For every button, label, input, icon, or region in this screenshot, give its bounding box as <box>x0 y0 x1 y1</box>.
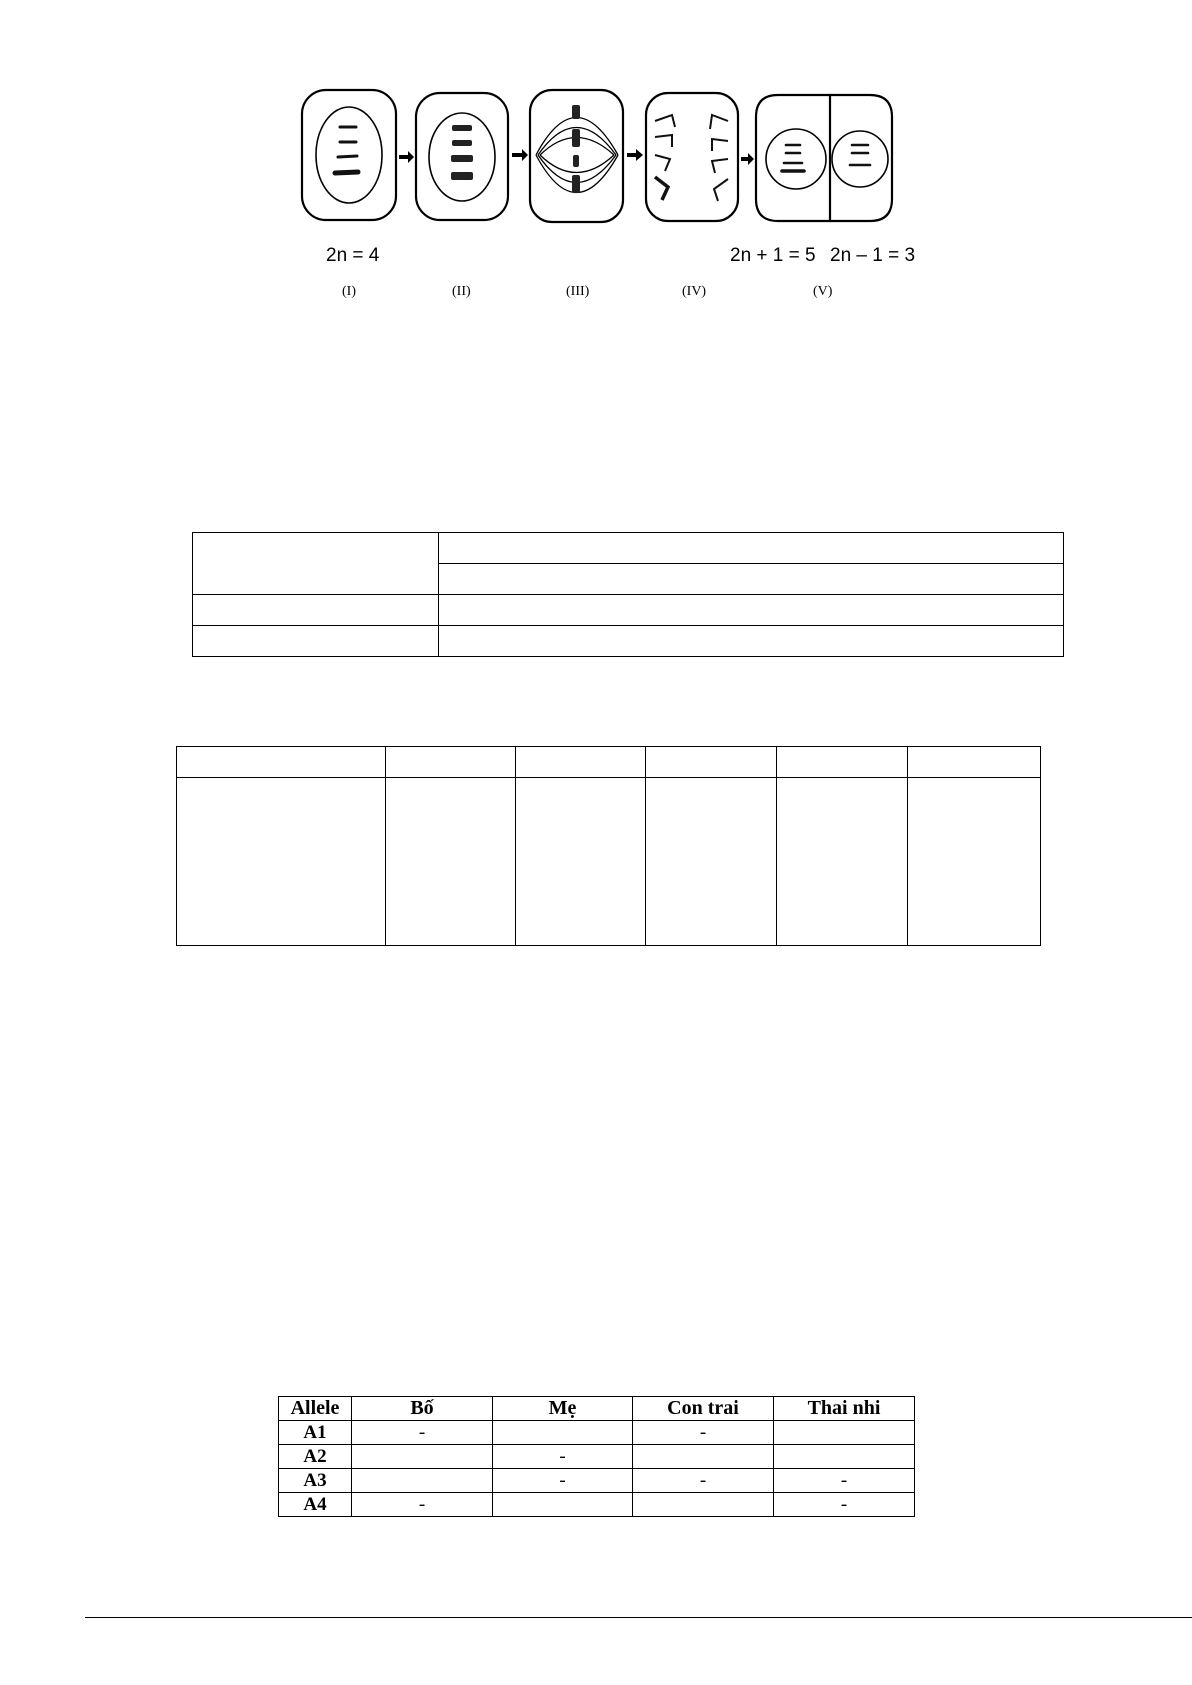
formula-stage-1: 2n = 4 <box>326 245 380 266</box>
table-column-divider <box>385 747 386 945</box>
table-row <box>279 1445 915 1469</box>
formula-stage-5-right: 2n – 1 = 3 <box>830 245 916 266</box>
table-column-divider <box>515 747 516 945</box>
empty-table-2 <box>176 746 1041 946</box>
footer-rule <box>85 1617 1192 1618</box>
table-cell: - <box>352 1493 493 1517</box>
table-cell: - <box>774 1493 915 1517</box>
row-label: A1 <box>279 1421 352 1445</box>
allele-table <box>278 1396 915 1517</box>
cell-stage-5-left <box>756 95 830 221</box>
table-cell: - <box>352 1421 493 1445</box>
header-mother: Mẹ <box>493 1397 633 1421</box>
table-cell <box>633 1493 774 1517</box>
formula-stage-5-left: 2n + 1 = 5 <box>730 245 816 266</box>
stage-label-4: (IV) <box>682 284 707 299</box>
table-header-row <box>279 1397 915 1421</box>
table-cell <box>774 1421 915 1445</box>
table-cell <box>352 1469 493 1493</box>
mitosis-figure <box>300 85 920 300</box>
table-row <box>279 1493 915 1517</box>
row-label: A2 <box>279 1445 352 1469</box>
empty-table-1 <box>192 532 1064 657</box>
table-cell: - <box>493 1469 633 1493</box>
cell-division-diagram <box>300 85 920 260</box>
table-cell: - <box>493 1445 633 1469</box>
table-row-divider <box>438 563 1063 564</box>
table-header-divider <box>177 777 1040 778</box>
table-column-divider <box>645 747 646 945</box>
table-row <box>279 1469 915 1493</box>
row-label: A3 <box>279 1469 352 1493</box>
stage-label-3: (III) <box>566 284 590 299</box>
table-cell <box>633 1445 774 1469</box>
stage-label-5: (V) <box>813 284 833 299</box>
row-label: A4 <box>279 1493 352 1517</box>
table-cell <box>493 1493 633 1517</box>
header-father: Bố <box>352 1397 493 1421</box>
table-cell <box>493 1421 633 1445</box>
header-son: Con trai <box>633 1397 774 1421</box>
table-column-divider <box>907 747 908 945</box>
table-cell: - <box>633 1469 774 1493</box>
stage-label-2: (II) <box>452 284 471 299</box>
table-cell: - <box>774 1469 915 1493</box>
cell-stage-5-right <box>830 95 892 221</box>
table-row <box>279 1421 915 1445</box>
header-allele: Allele <box>279 1397 352 1421</box>
table-cell <box>352 1445 493 1469</box>
table-cell: - <box>633 1421 774 1445</box>
stage-label-1: (I) <box>342 284 356 299</box>
table-cell <box>774 1445 915 1469</box>
table-row-divider <box>193 625 1063 626</box>
header-fetus: Thai nhi <box>774 1397 915 1421</box>
table-column-divider <box>776 747 777 945</box>
table-row-divider <box>193 594 1063 595</box>
